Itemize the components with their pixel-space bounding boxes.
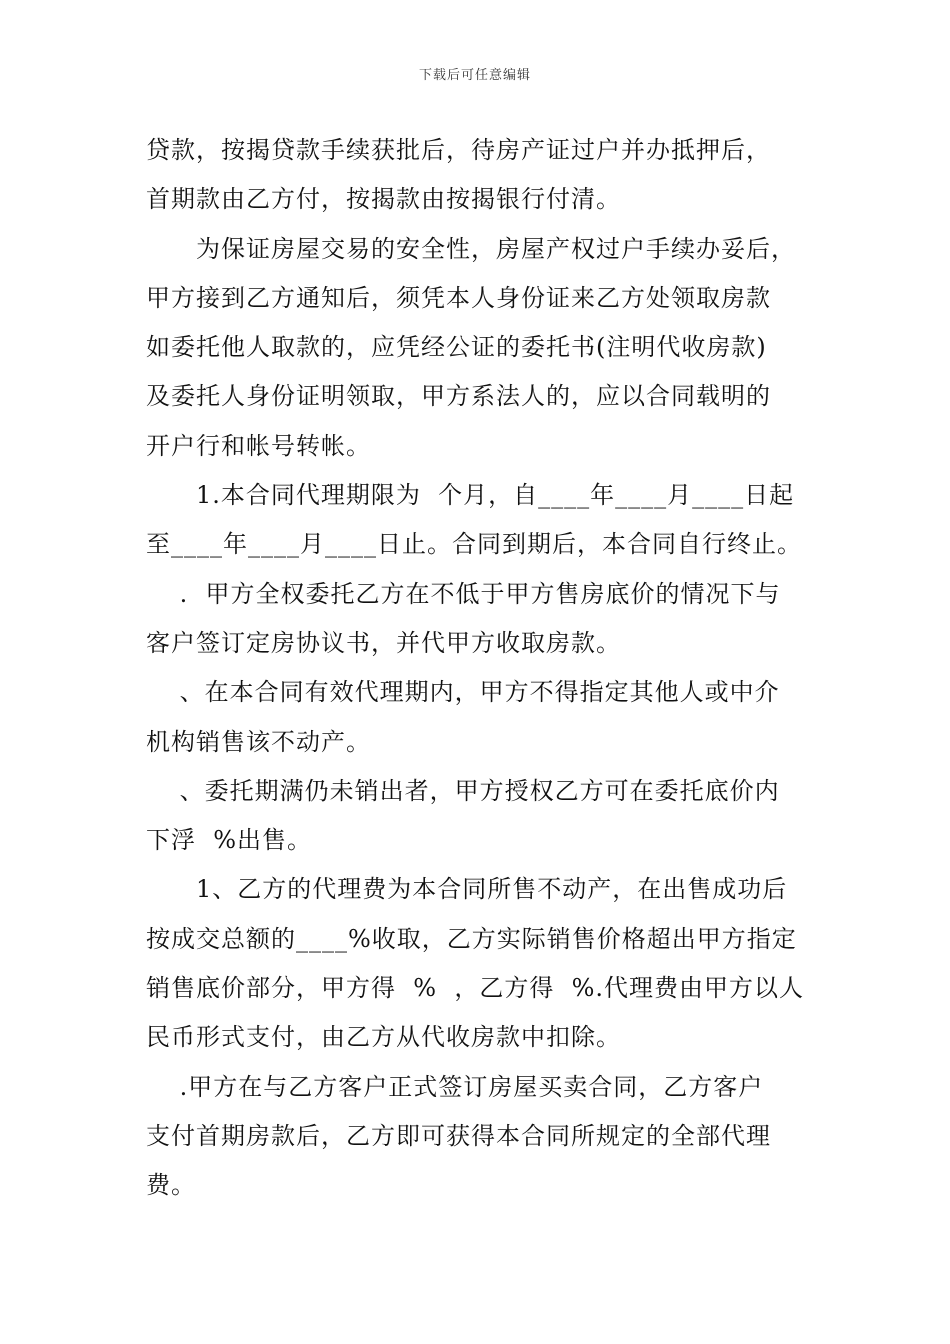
text-line: 按成交总额的____%收取，乙方实际销售价格超出甲方指定 (146, 924, 797, 953)
page-header: 下载后可任意编辑 (418, 68, 531, 83)
text-line: 甲方接到乙方通知后，须凭本人身份证来乙方处领取房款 (146, 283, 771, 312)
text-line: 客户签订定房协议书，并代甲方收取房款。 (146, 628, 621, 657)
text-line: 、在本合同有效代理期内，甲方不得指定其他人或中介 (146, 678, 780, 707)
text-line: 销售底价部分，甲方得 % ，乙方得 %.代理费由甲方以人 (146, 974, 805, 1003)
text-line: 民币形式支付，由乙方从代收房款中扣除。 (146, 1023, 621, 1052)
text-line: 支付首期房款后，乙方即可获得本合同所规定的全部代理 (146, 1121, 771, 1150)
document-body (146, 126, 826, 1211)
text-line: .甲方在与乙方客户正式签订房屋买卖合同，乙方客户 (146, 1072, 764, 1101)
text-line: 为保证房屋交易的安全性，房屋产权过户手续办妥后， (146, 234, 796, 263)
text-line: . 甲方全权委托乙方在不低于甲方售房底价的情况下与 (146, 579, 781, 608)
text-line: 开户行和帐号转帐。 (146, 431, 371, 460)
text-line: 如委托他人取款的，应凭经公证的委托书(注明代收房款) (146, 333, 767, 362)
text-line: 下浮 %出售。 (146, 826, 313, 855)
text-line: 1.本合同代理期限为 个月，自____年____月____日起 (146, 481, 795, 510)
text-line: 费。 (146, 1171, 196, 1200)
text-line: 及委托人身份证明领取，甲方系法人的，应以合同载明的 (146, 382, 771, 411)
text-line: 机构销售该不动产。 (146, 727, 371, 756)
text-line: 1、乙方的代理费为本合同所售不动产，在出售成功后 (146, 875, 788, 904)
text-line: 贷款，按揭贷款手续获批后，待房产证过户并办抵押后， (146, 136, 771, 164)
text-line: 首期款由乙方付，按揭款由按揭银行付清。 (146, 185, 621, 214)
text-line: 至____年____月____日止。合同到期后，本合同自行终止。 (146, 530, 802, 559)
text-line: 、委托期满仍未销出者，甲方授权乙方可在委托底价内 (146, 776, 780, 805)
